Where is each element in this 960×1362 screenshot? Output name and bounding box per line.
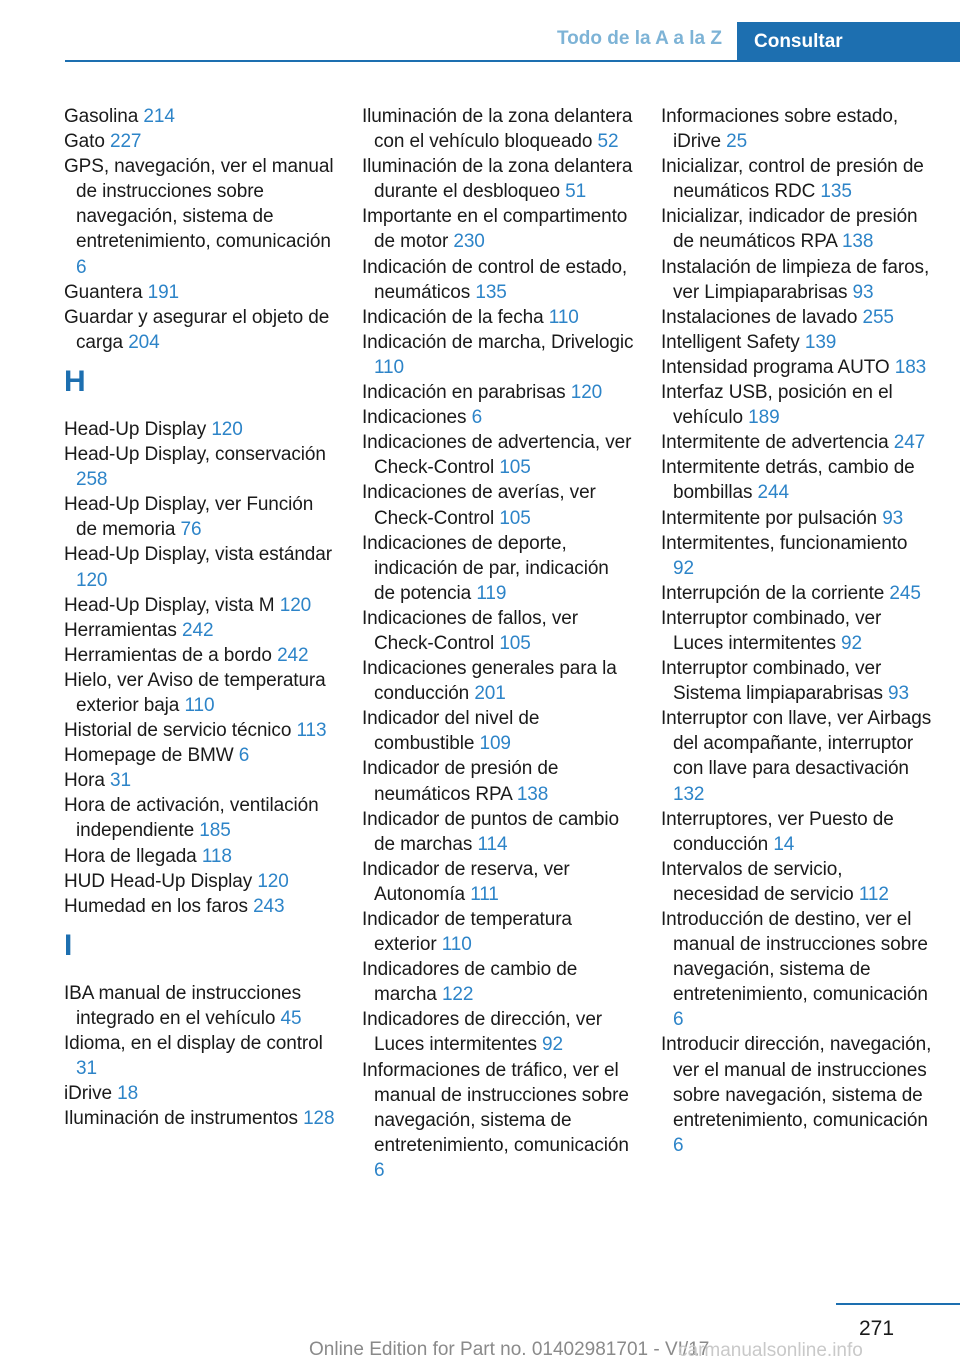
index-page-link[interactable]: 110	[548, 306, 579, 328]
index-entry-text: Indicaciones generales para la conducción	[362, 658, 617, 705]
index-entry-text: Indicador del nivel de combustible	[362, 708, 540, 755]
index-page-link[interactable]: 92	[542, 1034, 563, 1056]
index-entry-text: Homepage de BMW	[64, 745, 234, 767]
index-entry	[64, 104, 336, 129]
index-page-link[interactable]: 105	[499, 457, 531, 479]
index-entry-text: Inicializar, indicador de presión de neumáticos RPA	[661, 206, 918, 253]
index-entry	[64, 718, 336, 743]
index-page-link[interactable]: 119	[476, 582, 507, 604]
index-entry-text: Intermitente por pulsación	[661, 507, 878, 529]
index-entry-text: Hora de activación, ventilación independiente	[64, 795, 319, 842]
index-entry	[362, 305, 634, 330]
index-page-link[interactable]: 112	[858, 883, 889, 905]
index-entry	[362, 957, 634, 1007]
index-entry	[661, 656, 933, 706]
index-entry-text: Indicadores de dirección, ver Luces intermitentes	[362, 1009, 603, 1056]
index-page-link[interactable]: 120	[211, 418, 243, 440]
index-entry	[661, 581, 933, 606]
index-entry	[362, 606, 634, 656]
index-entry	[661, 355, 933, 380]
index-entry	[64, 593, 336, 618]
index-entry-text: Hielo, ver Aviso de temperatura exterior baja	[64, 669, 326, 716]
index-entry	[64, 869, 336, 894]
index-entry-text: Hora de llegada	[64, 845, 197, 867]
index-entry-text: Iluminación de instrumentos	[64, 1108, 298, 1130]
index-entry	[362, 255, 634, 305]
index-entry-text: Inicializar, control de presión de neumáticos RDC	[661, 156, 924, 203]
index-entry-text: Indicación en parabrisas	[362, 382, 566, 404]
index-page-link[interactable]: 105	[499, 507, 531, 529]
index-entry-text: Introducir dirección, navegación, ver el manual de instrucciones sobre navegación, sistema de entretenimiento, comunicación	[661, 1034, 932, 1131]
index-entry	[661, 506, 933, 531]
index-entry-text: Informaciones sobre estado, iDrive	[661, 106, 899, 153]
index-page-link[interactable]: 135	[475, 281, 507, 303]
index-entry	[64, 743, 336, 768]
index-page-link[interactable]: 118	[201, 845, 232, 867]
index-page-link[interactable]: 138	[841, 231, 874, 253]
index-page-link[interactable]: 51	[565, 181, 587, 203]
index-entry	[64, 618, 336, 643]
index-entry-text: Indicador de reserva, ver Autonomía	[362, 858, 570, 905]
index-page-link[interactable]: 110	[441, 934, 472, 956]
index-entry-text: Head-Up Display, ver Función de memoria	[64, 494, 314, 541]
index-page-link[interactable]: 183	[894, 356, 927, 378]
edition-footer: Online Edition for Part no. 01402981701 - VI/17	[309, 1339, 710, 1360]
index-entry-text: Importante en el compartimento de motor	[362, 206, 628, 253]
index-entry-text: Head-Up Display, vista estándar	[64, 544, 332, 566]
index-entry-text: Guardar y asegurar el objeto de carga	[64, 306, 330, 353]
index-page-link[interactable]: 245	[889, 582, 921, 604]
index-page-link[interactable]: 242	[277, 644, 309, 666]
index-entry	[362, 756, 634, 806]
index-entry-text: Historial de servicio técnico	[64, 720, 292, 742]
index-entry-text: Indicación de marcha, Drivelogic	[362, 331, 634, 353]
index-entry-text: Interruptor combinado, ver Sistema limpiaparabrisas	[661, 658, 883, 705]
index-page-link[interactable]: 92	[673, 557, 694, 579]
index-entry-text: Head-Up Display, conservación	[64, 444, 326, 466]
index-entry-text: Intelligent Safety	[661, 331, 800, 353]
index-entry-text: Interruptor con llave, ver Airbags del acompañante, interruptor con llave para desactivación	[661, 708, 932, 780]
index-entry	[661, 907, 933, 1032]
index-page-link[interactable]: 113	[296, 720, 327, 742]
index-entry	[362, 857, 634, 907]
index-entry	[64, 768, 336, 793]
index-page-link[interactable]: 135	[820, 181, 852, 203]
index-page-link[interactable]: 244	[757, 482, 789, 504]
index-entry	[64, 668, 336, 718]
index-entry	[362, 531, 634, 606]
index-page-link[interactable]: 120	[257, 870, 289, 892]
index-page-link[interactable]: 6	[471, 407, 483, 429]
index-entry-text: Indicaciones de fallos, ver Check-Control	[362, 607, 578, 654]
index-column-3	[661, 104, 933, 1158]
index-page-link[interactable]: 214	[143, 106, 175, 127]
index-entry	[661, 531, 933, 581]
index-entry-text: Indicador de puntos de cambio de marchas	[362, 808, 619, 855]
index-page-link[interactable]: 110	[184, 694, 215, 716]
index-entry-text: Head-Up Display, vista M	[64, 594, 275, 616]
index-entry	[64, 305, 336, 355]
index-page-link[interactable]: 243	[253, 895, 285, 917]
index-entry	[362, 104, 634, 154]
index-page-link[interactable]: 185	[199, 820, 231, 842]
index-entry	[64, 154, 336, 279]
index-entry	[64, 793, 336, 843]
index-entry	[64, 129, 336, 154]
page-header	[0, 0, 960, 62]
index-page-link[interactable]: 52	[597, 131, 619, 153]
index-page-link[interactable]: 139	[804, 331, 837, 353]
index-page-link[interactable]: 128	[303, 1108, 335, 1130]
index-entry-text: Interrupción de la corriente	[661, 582, 885, 604]
index-page-link[interactable]: 31	[109, 770, 131, 792]
index-entry	[64, 442, 336, 492]
index-entry	[64, 1031, 336, 1081]
index-page-link[interactable]: 92	[841, 632, 862, 654]
index-entry	[661, 104, 933, 154]
index-page-link[interactable]: 109	[479, 733, 511, 755]
index-entry	[64, 417, 336, 442]
index-page-link[interactable]: 31	[76, 1058, 97, 1080]
index-entry	[362, 154, 634, 204]
index-entry	[362, 1058, 634, 1183]
index-entry	[64, 280, 336, 305]
index-entry-text: Instalación de limpieza de faros, ver Limpiaparabrisas	[661, 256, 930, 303]
index-entry-text: Intermitente de advertencia	[661, 432, 889, 454]
index-entry-text: Herramientas	[64, 619, 177, 641]
index-entry-text: Indicadores de cambio de marcha	[362, 959, 578, 1006]
index-entry	[362, 405, 634, 430]
index-entry-text: Indicador de presión de neumáticos RPA	[362, 758, 559, 805]
index-entry	[64, 981, 336, 1031]
index-entry	[362, 204, 634, 254]
watermark: carmanualsonline.info	[678, 1340, 863, 1361]
index-entry-text: Intensidad programa AUTO	[661, 356, 890, 378]
index-entry-text: iDrive	[64, 1083, 112, 1105]
index-page-link[interactable]: 18	[117, 1083, 139, 1105]
index-entry	[362, 480, 634, 530]
index-page-link[interactable]: 6	[673, 1009, 684, 1031]
index-entry	[362, 330, 634, 380]
index-entry-text: Guantera	[64, 281, 143, 303]
index-entry	[362, 430, 634, 480]
index-page-link[interactable]: 6	[374, 1159, 385, 1181]
index-entry	[64, 1106, 336, 1131]
index-entry-text: Gasolina	[64, 106, 139, 127]
index-entry-text: Gato	[64, 131, 105, 153]
index-entry	[661, 255, 933, 305]
index-entry-text: Humedad en los faros	[64, 895, 248, 917]
index-column-2	[362, 104, 634, 1183]
index-page-link[interactable]: 114	[477, 833, 508, 855]
index-entry	[362, 706, 634, 756]
chapter-tab: Consultar	[737, 22, 960, 62]
index-page-link[interactable]: 189	[748, 407, 780, 429]
index-page-link[interactable]: 247	[893, 432, 926, 454]
index-entry	[661, 380, 933, 430]
index-entry-text: Introducción de destino, ver el manual de instrucciones sobre navegación, sistema de entretenimiento, comunicación	[661, 909, 928, 1006]
index-entry-text: Interruptor combinado, ver Luces intermitentes	[661, 607, 882, 654]
index-column-1	[64, 104, 336, 1131]
index-entry	[64, 844, 336, 869]
index-page-link[interactable]: 93	[888, 683, 909, 705]
index-page-link[interactable]: 255	[862, 306, 894, 328]
index-page-link[interactable]: 122	[441, 984, 474, 1006]
index-entry-text: Iluminación de la zona delantera con el vehículo bloqueado	[362, 106, 633, 153]
index-entry-text: Head-Up Display	[64, 418, 207, 440]
page-number: 271	[859, 1317, 895, 1340]
header-rule	[65, 60, 737, 62]
index-entry-text: Instalaciones de lavado	[661, 306, 858, 328]
index-entry-text: Indicación de control de estado, neumáticos	[362, 256, 628, 303]
index-entry-text: Indicaciones de advertencia, ver Check-Control	[362, 432, 632, 479]
index-page-link[interactable]: 45	[280, 1007, 302, 1029]
index-page-link[interactable]: 227	[109, 131, 142, 153]
index-page-link[interactable]: 111	[470, 883, 499, 905]
index-entry-text: Interfaz USB, posición en el vehículo	[661, 382, 893, 429]
index-letter-heading: H	[64, 364, 86, 398]
index-entry	[661, 706, 933, 806]
index-entry-text: IBA manual de instrucciones integrado en el vehículo	[64, 982, 302, 1029]
section-title: Todo de la A a la Z	[556, 28, 722, 49]
index-page-link[interactable]: 230	[453, 231, 485, 253]
index-entry-text: Informaciones de tráfico, ver el manual de instrucciones sobre navegación, sistema de entretenimiento, comunicación	[362, 1059, 629, 1156]
index-page-link[interactable]: 138	[516, 783, 549, 805]
index-entry	[362, 907, 634, 957]
index-page-link[interactable]: 105	[499, 632, 531, 654]
index-entry-text: HUD Head-Up Display	[64, 870, 253, 892]
index-entry-text: Herramientas de a bordo	[64, 644, 272, 666]
index-entry	[661, 455, 933, 505]
index-entry	[362, 807, 634, 857]
index-entry-text: Indicación de la fecha	[362, 306, 544, 328]
index-entry-text: GPS, navegación, ver el manual de instrucciones sobre navegación, sistema de entretenimiento, comunicación	[64, 156, 334, 253]
index-page-link[interactable]: 201	[474, 683, 506, 705]
index-entry	[64, 643, 336, 668]
index-page-link[interactable]: 120	[279, 594, 312, 616]
index-entry-text: Iluminación de la zona delantera durante el desbloqueo	[362, 156, 633, 203]
index-entry	[362, 656, 634, 706]
index-entry-text: Hora	[64, 770, 105, 792]
index-page-link[interactable]: 93	[882, 507, 904, 529]
index-entry-text: Intermitentes, funcionamiento	[661, 532, 908, 554]
index-entry-text: Indicaciones de averías, ver Check-Control	[362, 482, 596, 529]
index-entry	[661, 204, 933, 254]
index-entry-text: Idioma, en el display de control	[64, 1033, 323, 1054]
index-entry	[661, 330, 933, 355]
index-entry	[661, 1032, 933, 1157]
index-entry	[64, 492, 336, 542]
index-page-link[interactable]: 191	[147, 281, 180, 303]
index-entry	[661, 857, 933, 907]
index-page-link[interactable]: 14	[773, 833, 795, 855]
index-entry	[661, 154, 933, 204]
index-entry	[362, 1007, 634, 1057]
index-entry	[661, 606, 933, 656]
index-entry	[64, 542, 336, 592]
index-entry-text: Indicador de temperatura exterior	[362, 909, 572, 956]
index-page-link[interactable]: 258	[76, 469, 108, 491]
index-page-link[interactable]: 242	[182, 619, 214, 641]
index-page-link[interactable]: 6	[76, 256, 87, 278]
index-entry	[661, 305, 933, 330]
index-page-link[interactable]: 204	[128, 331, 160, 353]
index-page-link[interactable]: 93	[852, 281, 874, 303]
index-page-link[interactable]: 120	[76, 569, 108, 591]
index-entry	[661, 430, 933, 455]
index-entry-text: Indicaciones de deporte, indicación de par, indicación de potencia	[362, 532, 609, 604]
index-page-link[interactable]: 6	[673, 1134, 684, 1156]
index-page-link[interactable]: 25	[726, 131, 748, 153]
index-entry-text: Intermitente detrás, cambio de bombillas	[661, 457, 915, 504]
index-entry-text: Interruptores, ver Puesto de conducción	[661, 808, 894, 855]
index-entry	[661, 807, 933, 857]
index-entry-text: Indicaciones	[362, 407, 467, 429]
index-entry	[64, 1081, 336, 1106]
index-page-link[interactable]: 6	[238, 745, 250, 767]
index-page-link[interactable]: 120	[570, 382, 603, 404]
index-entry	[362, 380, 634, 405]
index-letter-heading: I	[64, 928, 73, 962]
index-page-link[interactable]: 132	[673, 783, 705, 805]
index-entry-text: Intervalos de servicio, necesidad de servicio	[661, 858, 854, 905]
index-page-link[interactable]: 110	[374, 356, 404, 378]
footer-rule	[836, 1303, 960, 1305]
index-page-link[interactable]: 76	[180, 519, 202, 541]
index-entry	[64, 894, 336, 919]
